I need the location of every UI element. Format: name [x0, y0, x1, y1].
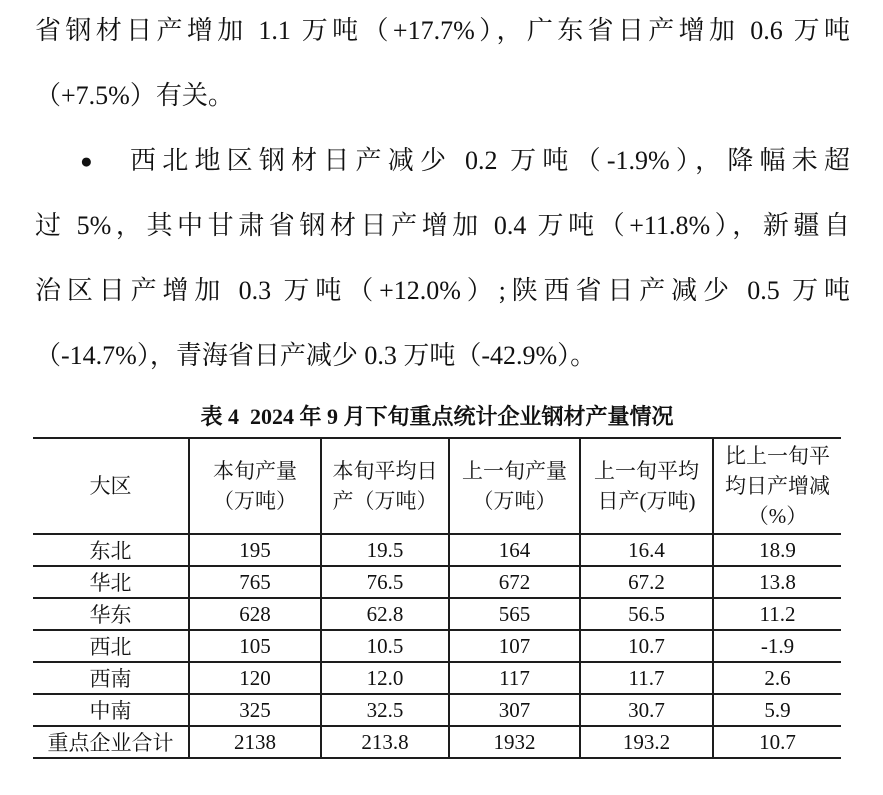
value-cell: 11.2	[713, 598, 841, 630]
region-cell: 重点企业合计	[33, 726, 189, 758]
paragraph2-line-1	[35, 141, 850, 181]
value-cell: 195	[189, 534, 321, 566]
header-text: 产（万吨）	[332, 489, 438, 513]
table-title: 表 4 2024 年 9 月下旬重点统计企业钢材产量情况	[200, 404, 674, 429]
value-cell: 30.7	[580, 694, 713, 726]
value-cell: 107	[449, 630, 580, 662]
value-cell: 117	[449, 662, 580, 694]
value-cell: 67.2	[580, 566, 713, 598]
bullet-icon: ●	[80, 149, 93, 173]
value-cell: 10.5	[321, 630, 449, 662]
value-cell: 56.5	[580, 598, 713, 630]
paragraph2-line-1-text: 西北地区钢材日产减少 0.2 万吨（-1.9%），降幅未超	[130, 146, 850, 175]
steel-production-table	[33, 437, 841, 759]
header-cell-previous-daily-avg	[580, 438, 713, 534]
table-row	[33, 598, 841, 630]
value-cell: 193.2	[580, 726, 713, 758]
value-cell: 1932	[449, 726, 580, 758]
value-cell: 11.7	[580, 662, 713, 694]
header-cell-change-pct	[713, 438, 841, 534]
paragraph2-line-2: 过 5%，其中甘肃省钢材日产增加 0.4 万吨（+11.8%），新疆自	[35, 211, 850, 240]
header-text: （万吨）	[472, 489, 557, 513]
value-cell: 164	[449, 534, 580, 566]
value-cell: 76.5	[321, 566, 449, 598]
value-cell: 120	[189, 662, 321, 694]
table-row	[33, 694, 841, 726]
header-cell-current-daily-avg	[321, 438, 449, 534]
value-cell: 2138	[189, 726, 321, 758]
value-cell: 13.8	[713, 566, 841, 598]
value-cell: 2.6	[713, 662, 841, 694]
table-row	[33, 630, 841, 662]
header-text: 比上一旬平	[725, 444, 830, 468]
header-cell-previous-output	[449, 438, 580, 534]
value-cell: 19.5	[321, 534, 449, 566]
region-cell: 东北	[33, 534, 189, 566]
value-cell: -1.9	[713, 630, 841, 662]
header-cell-region	[33, 438, 189, 534]
header-text: （万吨）	[213, 489, 297, 513]
header-text: 上一旬产量	[462, 459, 567, 483]
region-cell: 西北	[33, 630, 189, 662]
paragraph1-line-1: 省钢材日产增加 1.1 万吨（+17.7%），广东省日产增加 0.6 万吨	[35, 16, 850, 45]
value-cell: 325	[189, 694, 321, 726]
header-text: （%）	[747, 504, 808, 528]
header-text: 均日产增减	[725, 474, 830, 498]
table-row-total	[33, 726, 841, 758]
value-cell: 62.8	[321, 598, 449, 630]
value-cell: 18.9	[713, 534, 841, 566]
header-text: 本旬平均日	[332, 459, 438, 483]
value-cell: 565	[449, 598, 580, 630]
paragraph2-line-3: 治区日产增加 0.3 万吨（+12.0%）;陕西省日产减少 0.5 万吨	[35, 276, 850, 305]
value-cell: 307	[449, 694, 580, 726]
value-cell: 213.8	[321, 726, 449, 758]
value-cell: 10.7	[580, 630, 713, 662]
table-row	[33, 662, 841, 694]
header-text: 本旬产量	[213, 459, 297, 483]
header-text: 日产(万吨)	[597, 489, 696, 513]
value-cell: 5.9	[713, 694, 841, 726]
region-cell: 西南	[33, 662, 189, 694]
value-cell: 16.4	[580, 534, 713, 566]
value-cell: 10.7	[713, 726, 841, 758]
header-text: 大区	[89, 474, 132, 498]
region-cell: 中南	[33, 694, 189, 726]
paragraph2-line-4: （-14.7%），青海省日产减少 0.3 万吨（-42.9%）。	[35, 341, 597, 370]
region-cell: 华北	[33, 566, 189, 598]
paragraph1-line-2: （+7.5%）有关。	[35, 81, 234, 110]
value-cell: 12.0	[321, 662, 449, 694]
value-cell: 765	[189, 566, 321, 598]
value-cell: 672	[449, 566, 580, 598]
header-text: 上一旬平均	[594, 459, 699, 483]
header-cell-current-output	[189, 438, 321, 534]
region-cell: 华东	[33, 598, 189, 630]
table-header-row	[33, 438, 841, 534]
value-cell: 32.5	[321, 694, 449, 726]
value-cell: 105	[189, 630, 321, 662]
table-row	[33, 534, 841, 566]
value-cell: 628	[189, 598, 321, 630]
table-row	[33, 566, 841, 598]
